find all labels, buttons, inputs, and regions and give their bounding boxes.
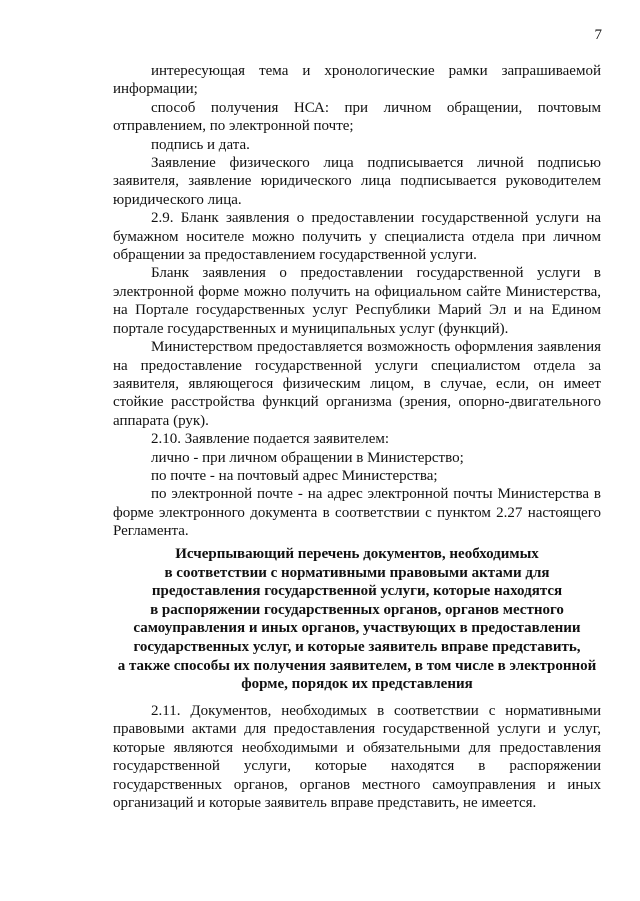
paragraph-method: способ получения НСА: при личном обращении, почтовым отправлением, по электронной почте;	[113, 99, 601, 135]
heading-line: в соответствии с нормативными правовыми актами для	[164, 564, 550, 581]
paragraph-ministry-assistance: Министерством предоставляется возможность оформления заявления на предоставление государственной услуги специалистом отдела за заявителя, являющегося физическим лицом, в случае, если, он имеет стойкие расстройства функций организма (зрения, опорно-двигательного аппарата (рук).	[113, 339, 601, 429]
body-text	[113, 62, 601, 541]
paragraph-signing-rules: Заявление физического лица подписывается личной подписью заявителя, заявление юридического лица подписывается руководителем юридического лица.	[113, 155, 601, 208]
paragraph-electronic-form: Бланк заявления о предоставлении государственной услуги в электронной форме можно получить на официальном сайте Министерства, на Портале государственных услуг Республики Марий Эл и на Едином портале государственных и муниципальных услуг (функций).	[113, 265, 601, 337]
heading-line: государственных услуг, и которые заявитель вправе представить,	[133, 638, 581, 655]
heading-line: Исчерпывающий перечень документов, необходимых	[175, 546, 539, 562]
paragraph-signature: подпись и дата.	[151, 136, 250, 153]
heading-line: самоуправления и иных органов, участвующих в предоставлении	[133, 620, 581, 637]
paragraph-by-mail: по почте - на почтовый адрес Министерства;	[151, 467, 438, 484]
paragraph-2-11: 2.11. Документов, необходимых в соответствии с нормативными правовыми актами для предоставления государственной услуги и услуг, которые являются необходимыми и обязательными для предоставления государственной услуги, которые находятся в распоряжении государственных органов, органов местного самоуправления и иных организаций и которые заявитель вправе представить, не имеется.	[113, 703, 601, 812]
body-text-section-2-11	[113, 702, 601, 812]
section-heading	[113, 545, 601, 694]
heading-line: предоставления государственной услуги, которые находятся	[151, 583, 563, 600]
paragraph-topic: интересующая тема и хронологические рамки запрашиваемой информации;	[113, 63, 601, 98]
page-number: 7	[594, 27, 602, 43]
heading-line: в распоряжении государственных органов, органов местного	[150, 601, 564, 618]
heading-line: форме, порядок их представления	[241, 676, 473, 693]
paragraph-2-10: 2.10. Заявление подается заявителем:	[151, 431, 390, 448]
paragraph-2-9: 2.9. Бланк заявления о предоставлении государственной услуги на бумажном носителе можно получить у специалиста отдела при личном обращении за предоставлением государственной услуги.	[113, 210, 601, 264]
paragraph-in-person: лично - при личном обращении в Министерство;	[151, 449, 464, 466]
heading-line: а также способы их получения заявителем, в том числе в электронной	[117, 657, 597, 674]
paragraph-by-email: по электронной почте - на адрес электронной почты Министерства в форме электронного документа в соответствии с пунктом 2.27 настоящего Регламента.	[113, 486, 601, 540]
